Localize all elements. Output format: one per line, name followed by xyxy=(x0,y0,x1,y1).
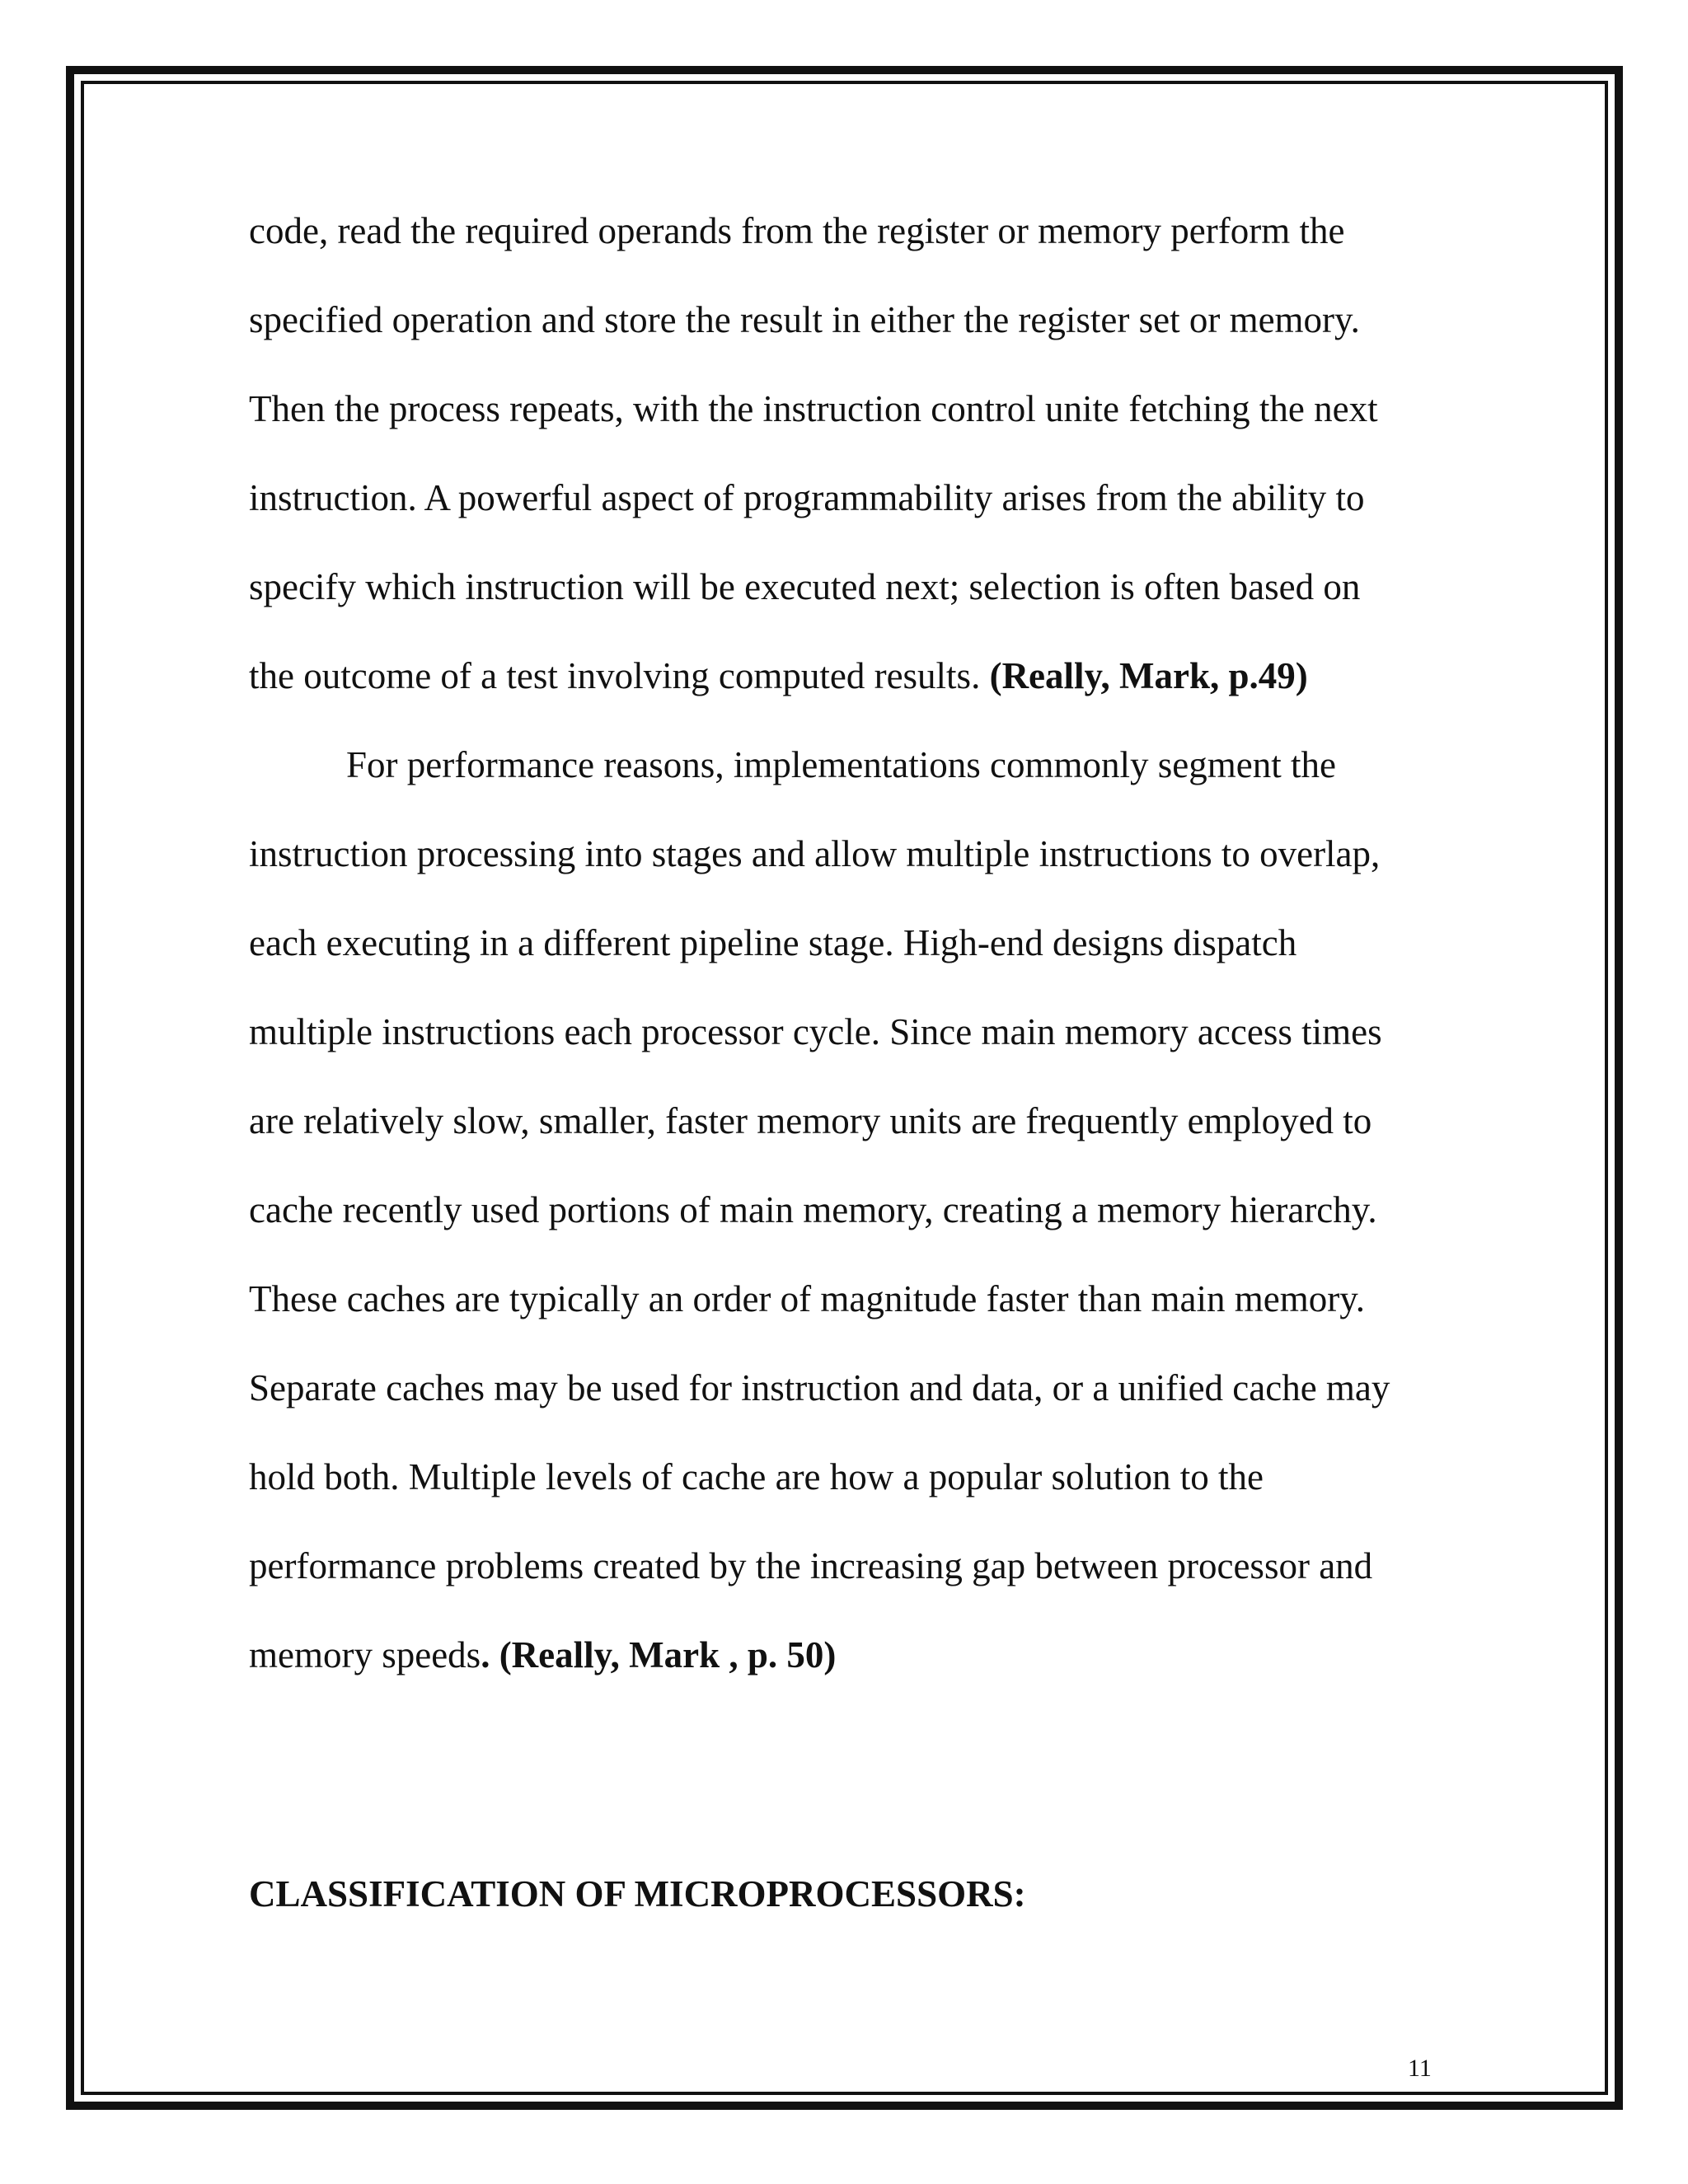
paragraph-1-line-1: code, read the required operands from the register or memory perform the xyxy=(249,210,1345,251)
paragraph-1-line-6-text: the outcome of a test involving computed results. xyxy=(249,655,990,696)
paragraph-2-line-11-text: memory speeds xyxy=(249,1634,481,1675)
page-number: 11 xyxy=(1408,2055,1432,2082)
paragraph-2-line-9: hold both. Multiple levels of cache are how a popular solution to the xyxy=(249,1456,1264,1497)
paragraph-2-line-6: cache recently used portions of main memory, creating a memory hierarchy. xyxy=(249,1189,1377,1230)
paragraph-2-line-1: For performance reasons, implementations commonly segment the xyxy=(346,744,1336,785)
body-text xyxy=(249,186,1469,1699)
paragraph-2-line-7: These caches are typically an order of magnitude faster than main memory. xyxy=(249,1278,1366,1319)
paragraph-2-line-8: Separate caches may be used for instruction and data, or a unified cache may xyxy=(249,1367,1390,1408)
citation-2: . (Really, Mark , p. 50) xyxy=(481,1634,837,1675)
paragraph-2-line-5: are relatively slow, smaller, faster memory units are frequently employed to xyxy=(249,1100,1372,1141)
citation-1: (Really, Mark, p.49) xyxy=(989,655,1308,696)
paragraph-1-line-6 xyxy=(249,631,1469,720)
paragraph-1-line-4: instruction. A powerful aspect of programmability arises from the ability to xyxy=(249,477,1365,518)
paragraph-2-line-2: instruction processing into stages and allow multiple instructions to overlap, xyxy=(249,833,1381,874)
paragraph-2-line-4: multiple instructions each processor cycle. Since main memory access times xyxy=(249,1011,1382,1052)
paragraph-2-line-10: performance problems created by the increasing gap between processor and xyxy=(249,1545,1373,1586)
paragraph-1-line-5: specify which instruction will be executed next; selection is often based on xyxy=(249,566,1361,607)
paragraph-2-line-3: each executing in a different pipeline stage. High-end designs dispatch xyxy=(249,922,1297,963)
paragraph-1-line-2: specified operation and store the result in either the register set or memory. xyxy=(249,299,1360,340)
section-heading: CLASSIFICATION OF MICROPROCESSORS: xyxy=(249,1873,1026,1915)
paragraph-2-line-11 xyxy=(249,1610,1469,1699)
paragraph-1-line-3: Then the process repeats, with the instruction control unite fetching the next xyxy=(249,388,1378,429)
